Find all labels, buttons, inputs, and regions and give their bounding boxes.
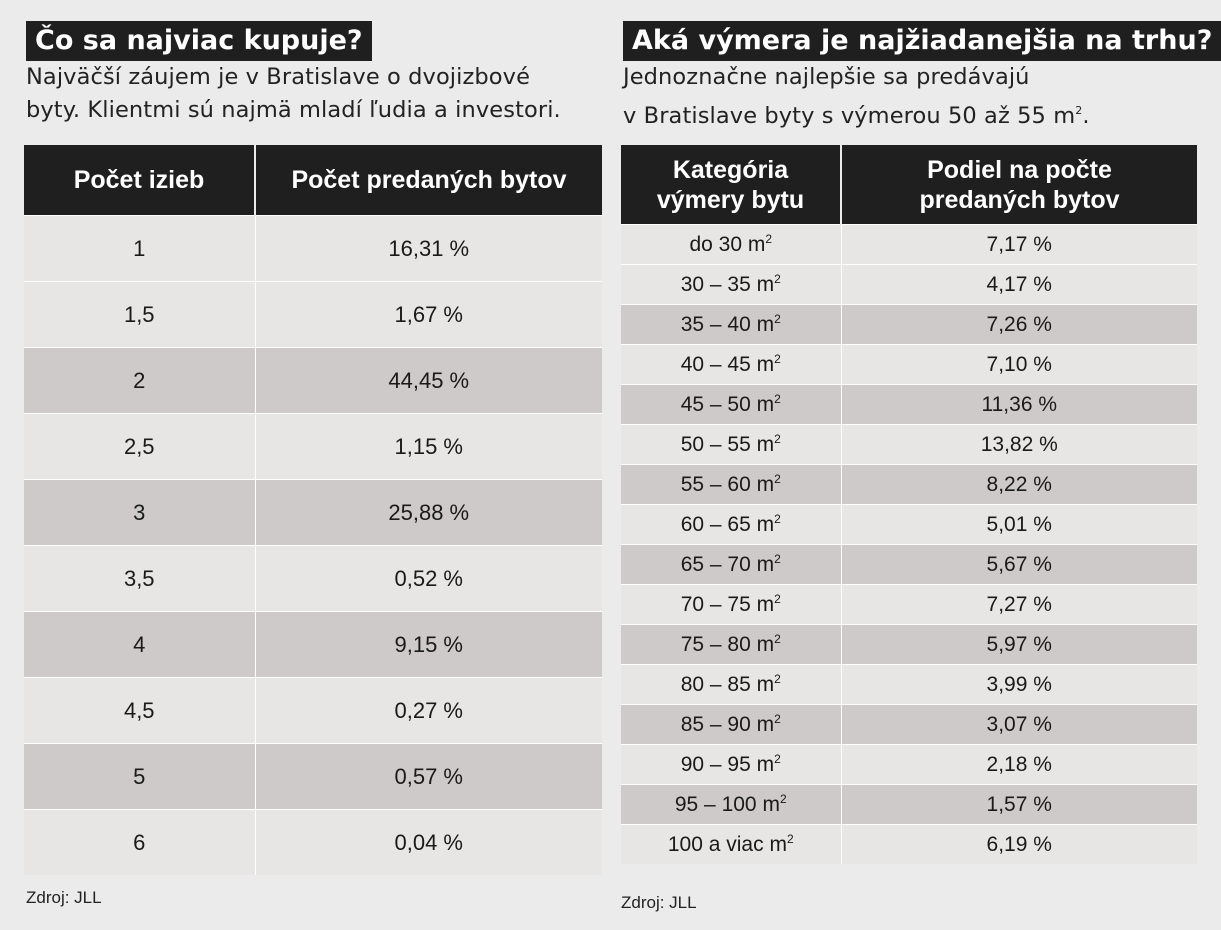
area-category-cell bbox=[621, 225, 841, 265]
rooms-cell: 5 bbox=[24, 744, 255, 810]
area-col-header-category bbox=[621, 145, 841, 225]
area-share-cell: 7,27 % bbox=[841, 585, 1197, 625]
area-unit: m bbox=[747, 233, 766, 256]
area-unit-sup: 2 bbox=[774, 352, 781, 366]
rooms-cell: 3 bbox=[24, 480, 255, 546]
area-unit-sup: 2 bbox=[774, 272, 781, 286]
area-category-cell bbox=[621, 665, 841, 705]
table-row bbox=[24, 480, 602, 546]
rooms-subtitle-line1: Najväčší záujem je v Bratislave o dvojizbové bbox=[26, 64, 531, 90]
area-category-label: 90 – 95 bbox=[680, 753, 751, 776]
area-category-label: 55 – 60 bbox=[680, 473, 751, 496]
sold-share-cell: 25,88 % bbox=[255, 480, 602, 546]
area-col-header-share-line2: predaných bytov bbox=[919, 185, 1120, 214]
area-table bbox=[621, 145, 1197, 864]
area-category-cell bbox=[621, 745, 841, 785]
rooms-cell: 4 bbox=[24, 612, 255, 678]
rooms-title: Čo sa najviac kupuje? bbox=[26, 21, 372, 61]
area-share-cell: 5,01 % bbox=[841, 505, 1197, 545]
table-row bbox=[24, 282, 602, 348]
sold-share-cell: 16,31 % bbox=[255, 216, 602, 282]
area-share-cell: 5,97 % bbox=[841, 625, 1197, 665]
area-category-cell bbox=[621, 465, 841, 505]
area-unit-sup: 2 bbox=[779, 792, 787, 806]
area-category-label: 40 – 45 bbox=[680, 353, 751, 376]
table-row bbox=[24, 744, 602, 810]
area-subtitle-line2-text: v Bratislave byty s výmerou 50 až 55 m bbox=[623, 103, 1076, 129]
area-col-header-category-line2: výmery bytu bbox=[656, 185, 805, 214]
area-category-cell bbox=[621, 545, 841, 585]
area-unit: m bbox=[756, 313, 775, 336]
area-unit-sup: 2 bbox=[774, 552, 781, 566]
area-category-cell bbox=[621, 825, 841, 865]
area-unit-sup: 2 bbox=[774, 752, 781, 766]
area-share-cell: 5,67 % bbox=[841, 545, 1197, 585]
table-row bbox=[24, 216, 602, 282]
area-col-header-share bbox=[841, 145, 1197, 225]
area-category-cell bbox=[621, 305, 841, 345]
area-category-cell bbox=[621, 385, 841, 425]
area-unit: m bbox=[756, 353, 775, 376]
area-share-cell: 7,10 % bbox=[841, 345, 1197, 385]
area-share-cell: 13,82 % bbox=[841, 425, 1197, 465]
table-row bbox=[24, 810, 602, 876]
area-category-label: 60 – 65 bbox=[680, 513, 751, 536]
area-category-label: 70 – 75 bbox=[680, 593, 751, 616]
rooms-cell: 2 bbox=[24, 348, 255, 414]
area-unit: m bbox=[756, 593, 775, 616]
area-category-cell bbox=[621, 425, 841, 465]
area-category-label: 50 – 55 bbox=[680, 433, 751, 456]
area-unit: m bbox=[756, 433, 775, 456]
area-category-label: 65 – 70 bbox=[680, 553, 751, 576]
area-category-cell bbox=[621, 345, 841, 385]
area-category-cell bbox=[621, 265, 841, 305]
area-category-label: 85 – 90 bbox=[680, 713, 751, 736]
table-row bbox=[24, 678, 602, 744]
area-category-label: 30 – 35 bbox=[680, 273, 751, 296]
sold-share-cell: 0,27 % bbox=[255, 678, 602, 744]
area-unit: m bbox=[756, 633, 775, 656]
area-unit-sup: 2 bbox=[774, 712, 781, 726]
table-row bbox=[621, 825, 1197, 865]
area-unit-sup: 2 bbox=[774, 592, 781, 606]
table-row bbox=[621, 745, 1197, 785]
area-unit: m bbox=[762, 793, 780, 816]
area-unit: m bbox=[756, 513, 775, 536]
rooms-cell: 4,5 bbox=[24, 678, 255, 744]
rooms-subtitle-line2: byty. Klientmi sú najmä mladí ľudia a investori. bbox=[26, 97, 561, 123]
area-share-cell: 7,17 % bbox=[841, 225, 1197, 265]
sold-share-cell: 1,67 % bbox=[255, 282, 602, 348]
table-row bbox=[24, 348, 602, 414]
rooms-table bbox=[24, 145, 602, 875]
area-category-label: 45 – 50 bbox=[680, 393, 751, 416]
table-row bbox=[621, 545, 1197, 585]
rooms-cell: 6 bbox=[24, 810, 255, 876]
table-row bbox=[621, 345, 1197, 385]
rooms-cell: 2,5 bbox=[24, 414, 255, 480]
table-row bbox=[621, 265, 1197, 305]
table-row bbox=[621, 225, 1197, 265]
area-category-label: 75 – 80 bbox=[680, 633, 751, 656]
table-row bbox=[24, 414, 602, 480]
rooms-subtitle bbox=[26, 61, 561, 127]
area-category-label: 95 – 100 bbox=[674, 793, 757, 816]
area-unit: m bbox=[756, 713, 775, 736]
area-share-cell: 4,17 % bbox=[841, 265, 1197, 305]
area-subtitle-line2 bbox=[623, 94, 1090, 133]
area-unit-sup: 2 bbox=[774, 672, 781, 686]
area-subtitle-line1: Jednoznačne najlepšie sa predávajú bbox=[623, 64, 1030, 90]
area-unit: m bbox=[756, 273, 775, 296]
rooms-cell: 1,5 bbox=[24, 282, 255, 348]
area-source: Zdroj: JLL bbox=[621, 893, 697, 912]
rooms-source: Zdroj: JLL bbox=[26, 888, 102, 907]
area-unit-sup: 2 bbox=[774, 392, 781, 406]
rooms-col-header-rooms: Počet izieb bbox=[24, 145, 255, 216]
area-share-cell: 7,26 % bbox=[841, 305, 1197, 345]
area-unit: m bbox=[756, 393, 775, 416]
area-category-label: 35 – 40 bbox=[680, 313, 751, 336]
area-share-cell: 8,22 % bbox=[841, 465, 1197, 505]
sold-share-cell: 9,15 % bbox=[255, 612, 602, 678]
area-unit-sup: 2 bbox=[765, 232, 773, 246]
area-unit-sup: 2 bbox=[786, 832, 794, 846]
sold-share-cell: 0,52 % bbox=[255, 546, 602, 612]
area-category-cell bbox=[621, 625, 841, 665]
rooms-cell: 3,5 bbox=[24, 546, 255, 612]
table-row bbox=[24, 546, 602, 612]
area-share-cell: 3,07 % bbox=[841, 705, 1197, 745]
area-category-cell bbox=[621, 505, 841, 545]
table-row bbox=[24, 612, 602, 678]
sold-share-cell: 0,04 % bbox=[255, 810, 602, 876]
area-subtitle-end: . bbox=[1082, 103, 1090, 129]
table-row bbox=[621, 785, 1197, 825]
area-category-cell bbox=[621, 785, 841, 825]
area-unit-sup: 2 bbox=[774, 432, 781, 446]
area-unit: m bbox=[756, 553, 775, 576]
table-row bbox=[621, 505, 1197, 545]
area-unit-sup: 2 bbox=[774, 632, 781, 646]
table-row bbox=[621, 665, 1197, 705]
table-row bbox=[621, 625, 1197, 665]
area-title: Aká výmera je najžiadanejšia na trhu? bbox=[623, 21, 1221, 61]
rooms-table-header bbox=[24, 145, 602, 216]
area-share-cell: 1,57 % bbox=[841, 785, 1197, 825]
area-col-header-share-line1: Podiel na počte bbox=[927, 155, 1112, 184]
area-unit: m bbox=[769, 833, 787, 856]
table-row bbox=[621, 465, 1197, 505]
area-category-label: 80 – 85 bbox=[680, 673, 751, 696]
area-col-header-category-line1: Kategória bbox=[672, 155, 789, 184]
area-table-header bbox=[621, 145, 1197, 225]
area-unit-sup: 2 bbox=[774, 472, 781, 486]
area-share-cell: 3,99 % bbox=[841, 665, 1197, 705]
area-unit-sup: 2 bbox=[774, 512, 781, 526]
rooms-col-header-sold: Počet predaných bytov bbox=[255, 145, 602, 216]
table-row bbox=[621, 585, 1197, 625]
area-share-cell: 6,19 % bbox=[841, 825, 1197, 865]
area-share-cell: 11,36 % bbox=[841, 385, 1197, 425]
area-unit-sup: 2 bbox=[774, 312, 781, 326]
area-category-cell bbox=[621, 585, 841, 625]
area-category-cell bbox=[621, 705, 841, 745]
table-row bbox=[621, 385, 1197, 425]
table-row bbox=[621, 305, 1197, 345]
table-row bbox=[621, 425, 1197, 465]
area-unit: m bbox=[756, 673, 775, 696]
sold-share-cell: 0,57 % bbox=[255, 744, 602, 810]
area-unit: m bbox=[756, 473, 775, 496]
table-row bbox=[621, 705, 1197, 745]
area-unit: m bbox=[756, 753, 775, 776]
sold-share-cell: 44,45 % bbox=[255, 348, 602, 414]
area-share-cell: 2,18 % bbox=[841, 745, 1197, 785]
area-subtitle bbox=[623, 61, 1090, 133]
area-category-label: do 30 bbox=[689, 233, 743, 256]
area-subtitle-sup: 2 bbox=[1075, 104, 1083, 117]
rooms-cell: 1 bbox=[24, 216, 255, 282]
area-category-label: 100 a viac bbox=[667, 833, 764, 856]
sold-share-cell: 1,15 % bbox=[255, 414, 602, 480]
